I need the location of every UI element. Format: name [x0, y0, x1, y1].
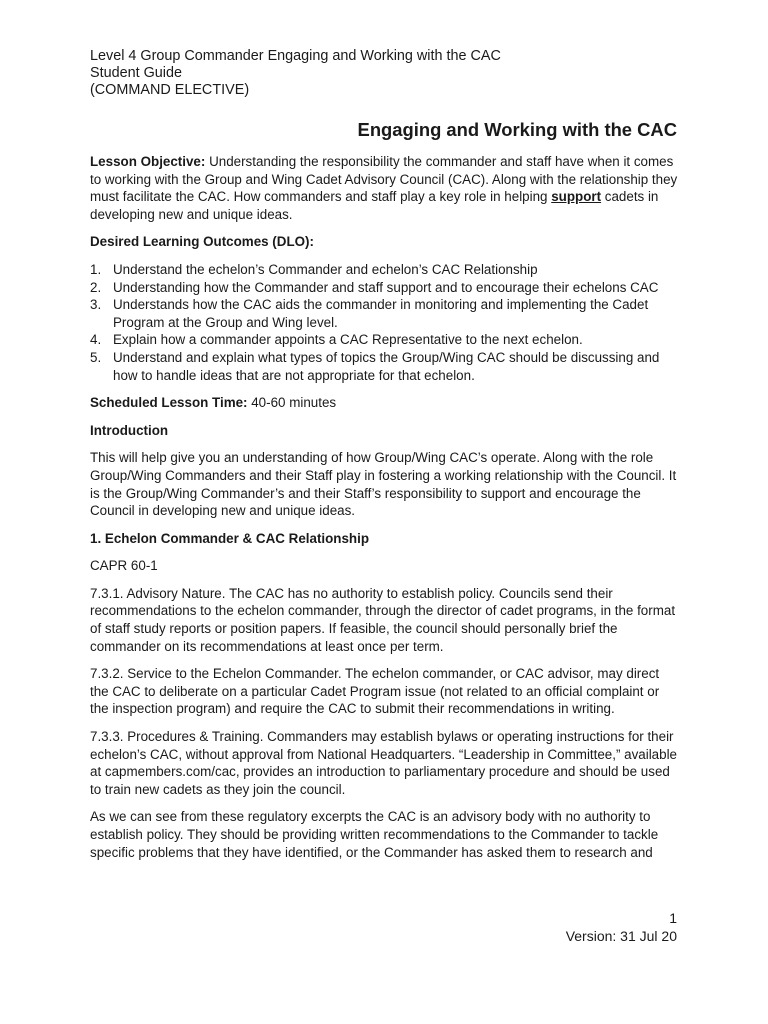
- schedule-label: Scheduled Lesson Time:: [90, 395, 248, 411]
- header-guide-line: Student Guide: [90, 65, 183, 81]
- document-header: [90, 48, 501, 99]
- section-1-heading: 1. Echelon Commander & CAC Relationship: [90, 530, 370, 546]
- regulation-excerpt-7-3-3: 7.3.3. Procedures & Training. Commanders may establish bylaws or operating instructions for their echelon’s CAC, without approval from National Headquarters. “Leadership in Committee,” available at capmembers.com/cac, provides an introduction to parliamentary procedure and should be used to train new cadets as they join the council.: [90, 729, 678, 797]
- regulation-reference: CAPR 60-1: [90, 558, 158, 574]
- list-item-text: Understanding how the Commander and staff support and to encourage their echelons CAC: [113, 279, 659, 295]
- list-item-number: 5.: [90, 349, 102, 365]
- list-item: [90, 279, 680, 297]
- list-item-text: Understand and explain what types of topics the Group/Wing CAC should be discussing and how to handle ideas that are not appropriate for that echelon.: [113, 349, 660, 383]
- lesson-objective-label: Lesson Objective:: [90, 154, 206, 169]
- list-item-number: 4.: [90, 332, 102, 348]
- lesson-objective-emphasis: support: [551, 189, 602, 205]
- header-course-line: Level 4 Group Commander Engaging and Working with the CAC: [90, 48, 501, 64]
- list-item-number: 1.: [90, 261, 102, 277]
- list-item-number: 3.: [90, 297, 102, 313]
- list-item: [90, 261, 680, 279]
- list-item-text: Understand the echelon’s Commander and echelon’s CAC Relationship: [113, 261, 538, 277]
- lesson-objective-text-a: Understanding the responsibility the commander and staff have when it comes to working with the Group and Wing Cadet Advisory Council (CAC). Along with the relationship they must facilitate the CAC. How commanders and staff play a key role in helping: [90, 154, 678, 205]
- dlo-list: [90, 261, 680, 384]
- page-footer: [566, 909, 677, 945]
- scheduled-lesson-time: [90, 394, 680, 412]
- list-item: [90, 331, 680, 349]
- lesson-objective: [90, 153, 680, 223]
- page-number: 1: [669, 910, 677, 926]
- section-1-summary: As we can see from these regulatory excerpts the CAC is an advisory body with no authority to establish policy. They should be providing written recommendations to the Commander to tackle specific problems that they have identified, or the Commander has asked them to research and: [90, 809, 659, 860]
- lesson-objective-text-b: cadets in developing new and unique ideas.: [90, 189, 659, 222]
- list-item-number: 2.: [90, 279, 102, 295]
- dlo-heading: Desired Learning Outcomes (DLO):: [90, 234, 314, 250]
- list-item: [90, 349, 680, 384]
- list-item-text: Explain how a commander appoints a CAC Representative to the next echelon.: [113, 332, 583, 348]
- page-title: Engaging and Working with the CAC: [357, 119, 677, 140]
- regulation-excerpt-7-3-2: 7.3.2. Service to the Echelon Commander. The echelon commander, or CAC advisor, may direct the CAC to deliberate on a particular Cadet Program issue (not related to an official complaint or the inspection program) and require the CAC to submit their recommendations in writing.: [90, 666, 660, 717]
- list-item-text: Understands how the CAC aids the commander in monitoring and implementing the Cadet Program at the Group and Wing level.: [113, 297, 649, 330]
- introduction-text: This will help give you an understanding of how Group/Wing CAC’s operate. Along with the role Group/Wing Commanders and their Staff play in fostering a working relationship with the Council. It is the Group/Wing Commander’s and their Staff’s responsibility to support and encourage the Council in developing new and unique ideas.: [90, 450, 677, 519]
- regulation-excerpt-7-3-1: 7.3.1. Advisory Nature. The CAC has no authority to establish policy. Councils send their recommendations to the echelon commander, through the director of cadet programs, in the format of staff study reports or position papers. If feasible, the council should personally brief the commander on its recommendations at least once per term.: [90, 585, 676, 654]
- introduction-heading: Introduction: [90, 422, 169, 438]
- document-page: [90, 0, 680, 1024]
- header-elective-line: (COMMAND ELECTIVE): [90, 82, 250, 98]
- schedule-value: 40-60 minutes: [247, 395, 337, 411]
- version-date: Version: 31 Jul 20: [565, 928, 677, 944]
- list-item: [90, 296, 680, 331]
- document-body: [90, 153, 680, 871]
